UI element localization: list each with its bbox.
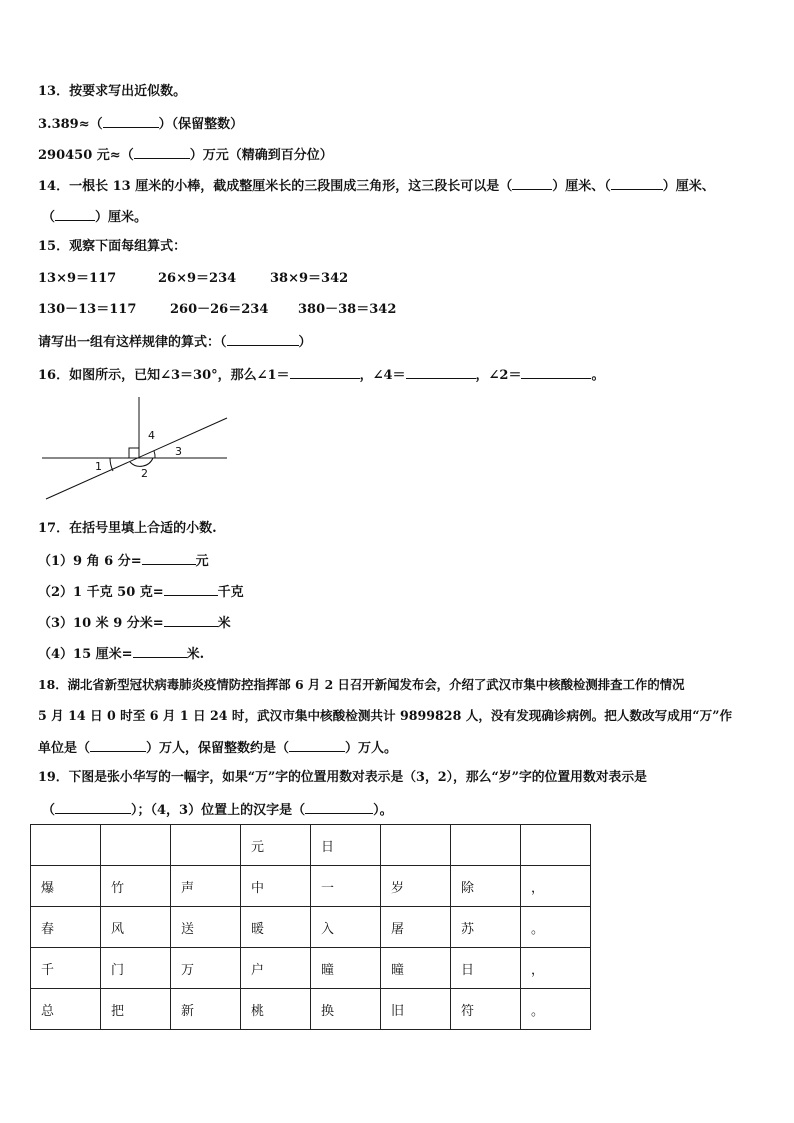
q17-item-1 [38,551,209,571]
grid-cell: 爆 [31,866,101,907]
angle-label-3: 3 [175,445,182,458]
q16-line [38,365,604,385]
q17-item2-text: （2）1 千克 50 克= [38,585,164,600]
q16-text-a: 16．如图所示，已知∠3＝30°，那么∠1＝ [38,368,290,383]
q13-line2-suffix: ）万元（精确到百分位） [189,148,333,163]
grid-cell: 旧 [381,989,451,1030]
angle-label-1: 1 [95,460,102,473]
grid-cell: 岁 [381,866,451,907]
q14-text-e: ）厘米。 [95,210,148,225]
q17-item4-unit: 米. [186,647,205,662]
q14-blank1[interactable] [512,176,552,190]
q14-blank3[interactable] [55,207,95,221]
q14-blank2[interactable] [611,176,663,190]
grid-cell: 。 [521,989,591,1030]
grid-row-4 [31,948,591,989]
grid-cell: 日 [311,825,381,866]
grid-cell: 换 [311,989,381,1030]
grid-cell [381,825,451,866]
grid-cell: 桃 [241,989,311,1030]
grid-cell: 元 [241,825,311,866]
q14-text-d: （ [42,210,56,225]
q15-blank[interactable] [227,332,299,346]
q15-mult-1: 13×9＝117 [38,271,117,286]
angle3-arc [154,451,155,458]
grid-cell: 入 [311,907,381,948]
q13-blank1[interactable] [103,114,159,128]
grid-cell: 。 [521,907,591,948]
q18-text-a: 单位是（ [38,741,91,756]
q13-blank2[interactable] [134,145,190,159]
q19-blank2[interactable] [305,800,373,814]
grid-cell: 暖 [241,907,311,948]
grid-cell: 中 [241,866,311,907]
grid-cell: 竹 [101,866,171,907]
q15-title: 15．观察下面每组算式： [38,239,187,254]
q18-text-c: ）万人。 [345,741,398,756]
grid-row-3 [31,907,591,948]
grid-cell [171,825,241,866]
q19-blank1[interactable] [55,800,131,814]
q13-line1-prefix: 3.389≈（ [38,117,103,132]
q19-text-b: ）；（4，3）位置上的汉字是（ [131,803,306,818]
q17-blank2[interactable] [164,582,218,596]
q19-line2 [42,800,393,820]
q15-ask-close: ） [298,335,312,350]
q16-blank-angle1[interactable] [290,365,360,379]
q16-blank-angle2[interactable] [521,365,591,379]
grid-cell: ， [521,948,591,989]
q16-text-c: ，∠2＝ [475,368,522,383]
q16-blank-angle4[interactable] [406,365,476,379]
q13-line1-suffix: ）（保留整数） [158,117,244,132]
grid-cell: 新 [171,989,241,1030]
grid-cell: 春 [31,907,101,948]
q16-text-d: 。 [591,368,605,383]
angle-figure [38,393,238,505]
grid-cell: 千 [31,948,101,989]
q17-item1-text: （1）9 角 6 分= [38,554,142,569]
q19-line1: 19．下图是张小华写的一幅字，如果“万”字的位置用数对表示是（3，2），那么“岁”字的位置用数对表示是 [38,770,647,785]
q18-line3 [38,738,397,758]
grid-row-1 [31,825,591,866]
q18-line1: 18．湖北省新型冠状病毒肺炎疫情防控指挥部 6 月 2 日召开新闻发布会，介绍了武汉市集中核酸检测排查工作的情况 [38,677,685,692]
grid-cell: 把 [101,989,171,1030]
grid-cell: 曈 [311,948,381,989]
q15-ask-text: 请写出一组有这样规律的算式：（ [38,335,227,350]
angle-label-2: 2 [141,467,148,480]
q17-item4-text: （4）15 厘米= [38,647,133,662]
q13-line2 [38,145,333,165]
q18-text-b: ）万人，保留整数约是（ [146,741,290,756]
grid-cell [521,825,591,866]
grid-cell: 除 [451,866,521,907]
q17-item1-unit: 元 [195,554,209,569]
grid-row-5 [31,989,591,1030]
q14-text-b: ）厘米、（ [552,179,611,194]
grid-row-2 [31,866,591,907]
grid-cell: 送 [171,907,241,948]
grid-cell: 风 [101,907,171,948]
grid-cell: 户 [241,948,311,989]
q17-item-2 [38,582,244,602]
grid-cell: 日 [451,948,521,989]
q17-blank1[interactable] [142,551,196,565]
q15-sub-2: 260－26＝234 [170,302,269,317]
q17-blank3[interactable] [164,613,218,627]
q13-line2-prefix: 290450 元≈（ [38,148,134,163]
q15-ask [38,332,312,352]
grid-cell: 屠 [381,907,451,948]
angle2-arc [130,458,153,466]
grid-cell: 万 [171,948,241,989]
q14-text-c: ）厘米、 [662,179,715,194]
grid-cell: 苏 [451,907,521,948]
grid-cell: 总 [31,989,101,1030]
q15-mult-3: 38×9＝342 [270,271,349,286]
q17-item-4 [38,644,204,664]
q15-mult-2: 26×9＝234 [158,271,237,286]
grid-cell: 一 [311,866,381,907]
q18-blank2[interactable] [289,738,345,752]
q17-item-3 [38,613,231,633]
right-angle-mark [129,448,139,458]
q17-blank4[interactable] [133,644,187,658]
q17-item2-unit: 千克 [217,585,244,600]
grid-cell: 门 [101,948,171,989]
grid-cell [451,825,521,866]
q15-sub-1: 130－13＝117 [38,302,137,317]
q13-line1 [38,114,243,134]
q17-item3-text: （3）10 米 9 分米= [38,616,164,631]
q16-text-b: ，∠4＝ [359,368,406,383]
q14-line1 [38,176,715,196]
angle1-arc [110,458,113,471]
q14-text-a: 14．一根长 13 厘米的小棒，截成整厘米长的三段围成三角形，这三段长可以是（ [38,179,513,194]
q13-title: 13．按要求写出近似数。 [38,84,187,99]
q17-title: 17．在括号里填上合适的小数. [38,521,217,536]
angle-label-4: 4 [148,429,155,442]
grid-cell: ， [521,866,591,907]
q19-text-a: （ [42,803,56,818]
q18-blank1[interactable] [90,738,146,752]
grid-cell: 曈 [381,948,451,989]
q15-sub-3: 380－38＝342 [298,302,397,317]
grid-cell [101,825,171,866]
character-grid-table [30,824,591,1030]
q14-line2 [42,207,147,227]
grid-cell [31,825,101,866]
q17-item3-unit: 米 [217,616,231,631]
q18-line2: 5 月 14 日 0 时至 6 月 1 日 24 时，武汉市集中核酸检测共计 9899828 人，没有发现确诊病例。把人数改写成用“万”作 [38,708,733,723]
grid-cell: 符 [451,989,521,1030]
grid-cell: 声 [171,866,241,907]
q19-text-c: ）。 [373,803,393,818]
